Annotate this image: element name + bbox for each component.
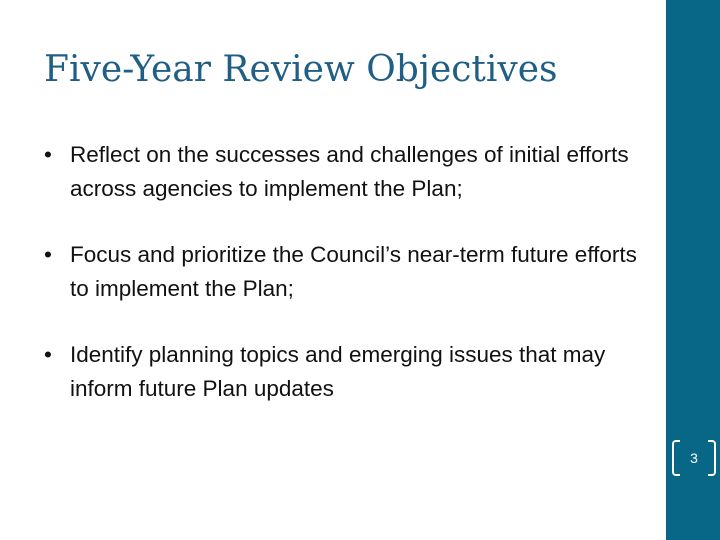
bullet-dot-icon: • — [44, 142, 52, 167]
bullet-dot-icon: • — [44, 242, 52, 267]
left-bracket-icon — [672, 440, 680, 476]
page-number: 3 — [690, 450, 698, 466]
bullet-dot-icon: • — [44, 342, 52, 367]
page-number-badge — [672, 440, 716, 480]
right-bracket-icon — [708, 440, 716, 476]
bullet-text: Reflect on the successes and challenges of initial efforts across agencies to implement the Plan; — [70, 142, 629, 201]
bullet-text: Identify planning topics and emerging issues that may inform future Plan updates — [70, 342, 606, 401]
bullet-text: Focus and prioritize the Council’s near-term future efforts to implement the Plan; — [70, 242, 637, 301]
slide-title: Five-Year Review Objectives — [44, 49, 558, 90]
bullet-item — [44, 338, 654, 406]
bullet-item — [44, 138, 654, 206]
bullet-list — [44, 138, 654, 438]
bullet-item — [44, 238, 654, 306]
